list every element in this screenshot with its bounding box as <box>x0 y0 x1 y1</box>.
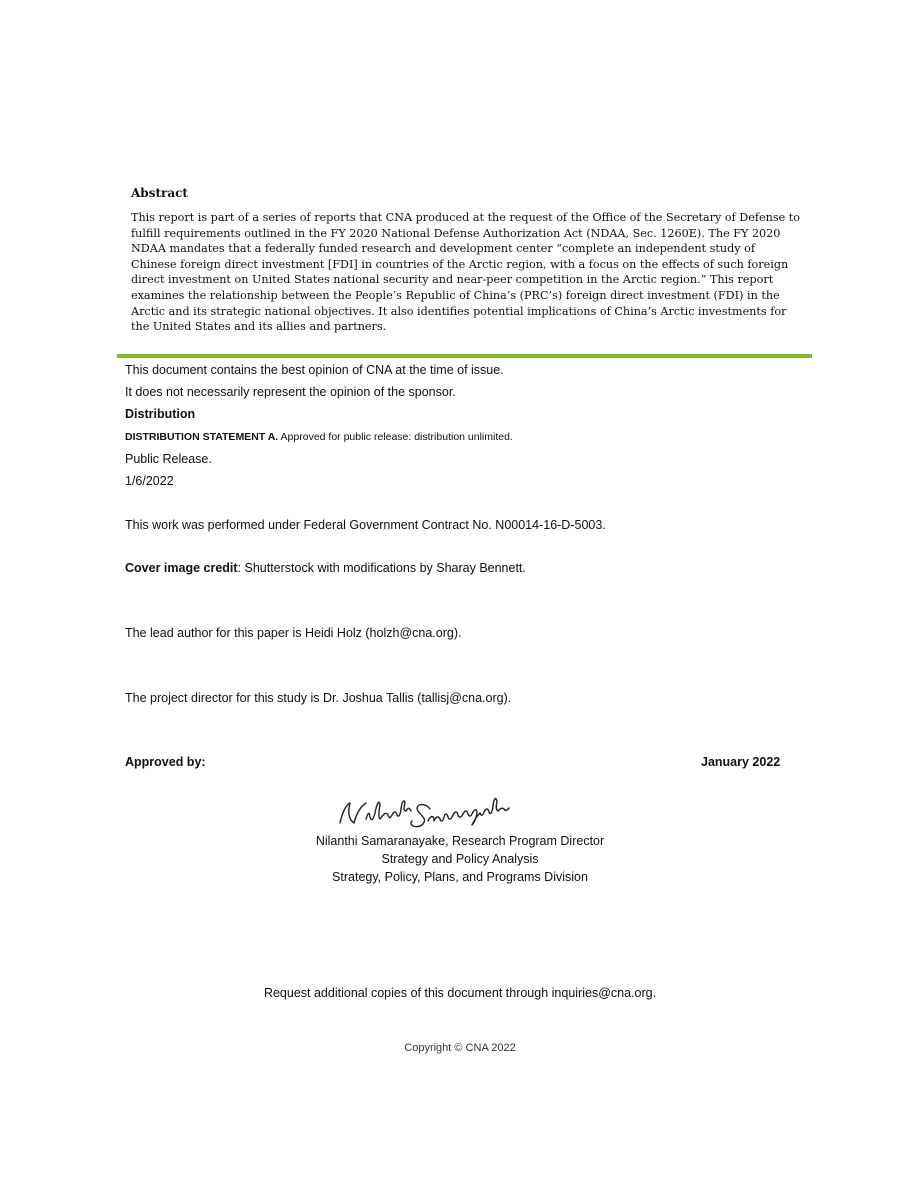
distribution-statement-text: Approved for public release: distribution unlimited. <box>278 431 513 443</box>
cover-image-credit <box>125 561 526 575</box>
section-divider <box>117 354 812 358</box>
distribution-statement <box>125 431 513 443</box>
lead-author-line: The lead author for this paper is Heidi Holz (holzh@cna.org). <box>125 626 462 640</box>
cover-credit-label: Cover image credit <box>125 561 238 575</box>
distribution-heading: Distribution <box>125 407 196 421</box>
copyright-notice: Copyright © CNA 2022 <box>404 1042 516 1054</box>
project-director-line: The project director for this study is Dr. Joshua Tallis (tallisj@cna.org). <box>125 691 512 705</box>
disclaimer-line-2: It does not necessarily represent the opinion of the sponsor. <box>125 385 456 399</box>
approved-by-label: Approved by: <box>125 755 206 769</box>
contract-statement: This work was performed under Federal Government Contract No. N00014-16-D-5003. <box>125 518 606 532</box>
abstract-heading: Abstract <box>131 186 188 200</box>
signer-name-title: Nilanthi Samaranayake, Research Program Director <box>315 834 605 848</box>
handwritten-signature <box>310 795 610 835</box>
release-date: 1/6/2022 <box>125 474 174 488</box>
public-release-note: Public Release. <box>125 452 212 466</box>
approval-date: January 2022 <box>701 755 781 769</box>
signer-department: Strategy and Policy Analysis <box>381 852 539 866</box>
disclaimer-line-1: This document contains the best opinion of CNA at the time of issue. <box>125 363 504 377</box>
signer-division: Strategy, Policy, Plans, and Programs Division <box>332 870 588 884</box>
distribution-statement-label: DISTRIBUTION STATEMENT A. <box>125 431 279 443</box>
cover-credit-text: : Shutterstock with modifications by Sharay Bennett. <box>237 561 526 575</box>
request-copies-line: Request additional copies of this document through inquiries@cna.org. <box>263 986 657 1000</box>
abstract-text: This report is part of a series of reports that CNA produced at the request of the Office of the Secretary of Defense to fulfill requirements outlined in the FY 2020 National Defense Authorization Act (NDAA, Sec. 1260E). The FY 2020 NDAA mandates that a federally funded research and development center “complete an independent study of Chinese foreign direct investment [FDI] in countries of the Arctic region, with a focus on the effects of such foreign direct investment on United States national security and near-peer competition in the Arctic region.” This report examines the relationship between the People’s Republic of China’s (PRC’s) foreign direct investment (FDI) in the Arctic and its strategic national objectives. It also identifies potential implications of China’s Arctic investments for the United States and its allies and partners. <box>131 211 800 334</box>
